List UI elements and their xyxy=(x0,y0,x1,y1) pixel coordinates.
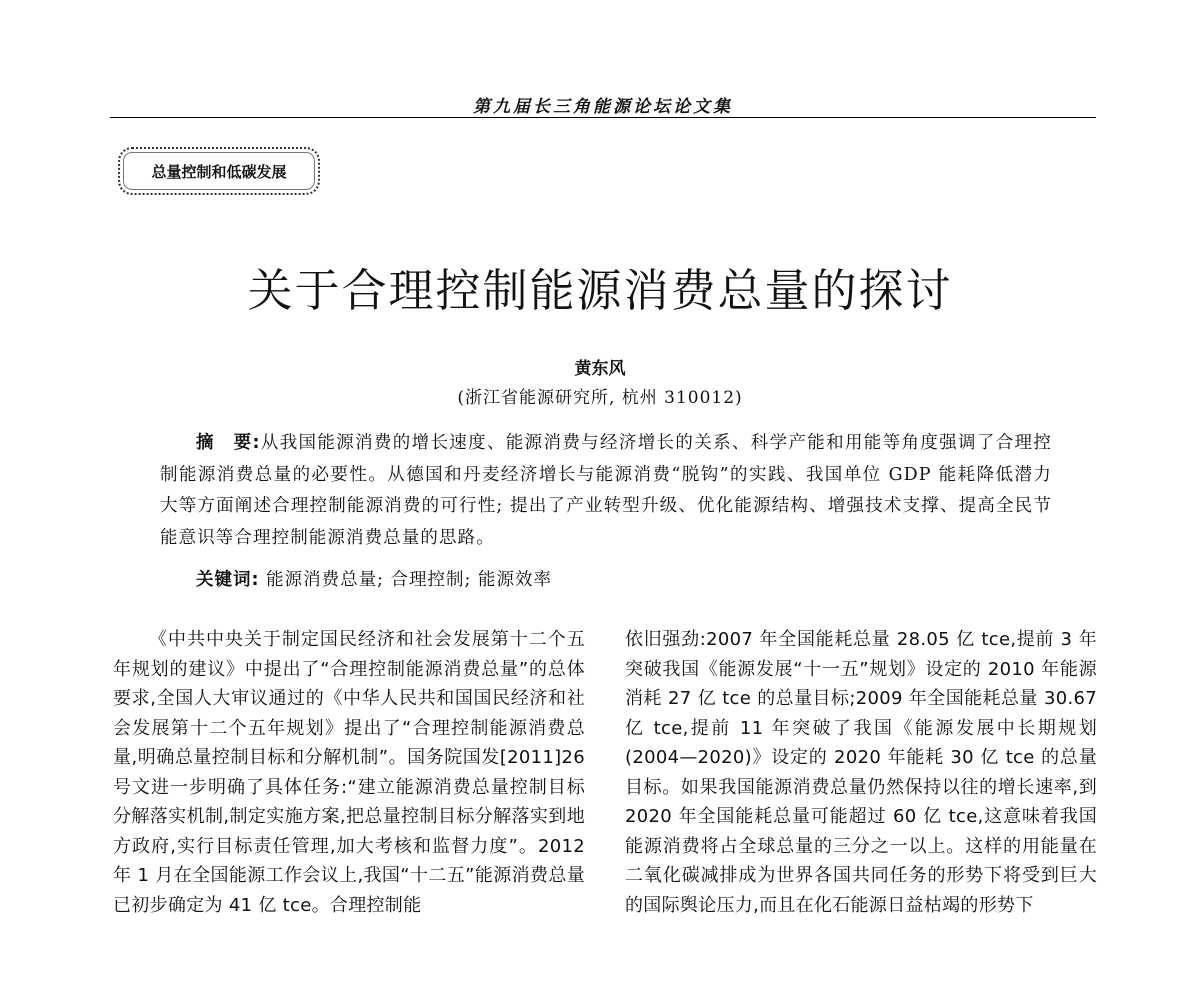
abstract xyxy=(160,428,1052,554)
abstract-text: 从我国能源消费的增长速度、能源消费与经济增长的关系、科学产能和用能等角度强调了合理控制能源消费总量的必要性。从德国和丹麦经济增长与能源消费“脱钩”的实践、我国单位 GDP 能耗降低潜力大等方面阐述合理控制能源消费的可行性; 提出了产业转型升级、优化能源结构、增强技术支撑、提高全民节能意识等合理控制能源消费总量的思路。 xyxy=(160,433,1052,548)
keywords xyxy=(196,566,552,591)
affiliation: (浙江省能源研究所, 杭州 310012) xyxy=(457,388,743,408)
keywords-label: 关键词: xyxy=(196,570,260,590)
keywords-text: 能源消费总量; 合理控制; 能源效率 xyxy=(266,570,552,590)
body-column-right: 依旧强劲:2007 年全国能耗总量 28.05 亿 tce,提前 3 年突破我国《能源发展“十一五”规划》设定的 2010 年能源消耗 27 亿 tce 的总量目标;2009 年全国能耗总量 30.67 亿 tce,提前 11 年突破了我国《能源发展中长期规划(2004—2020)》设定的 2020 年能耗 30 亿 tce 的总量目标。如果我国能源消费总量仍然保持以往的增长速率,到 2020 年全国能耗总量可能超过 60 亿 tce,这意味着我国能源消费将占全球总量的三分之一以上。这样的用能量在二氧化碳减排成为世界各国共同任务的形势下将受到巨大的国际舆论压力,而且在化石能源日益枯竭的形势下 xyxy=(625,629,1097,916)
body-column-left: 《中共中央关于制定国民经济和社会发展第十二个五年规划的建议》中提出了“合理控制能源消费总量”的总体要求,全国人大审议通过的《中华人民共和国国民经济和社会发展第十二个五年规划》提出了“合理控制能源消费总量,明确总量控制目标和分解机制”。国务院国发[2011]26 号文进一步明确了具体任务:“建立能源消费总量控制目标分解落实机制,制定实施方案,把总量控制目标分解落实到地方政府,实行目标责任管理,加大考核和监督力度”。2012 年 1 月在全国能源工作会议上,我国“十二五”能源消费总量已初步确定为 41 亿 tce。合理控制能 xyxy=(113,629,585,916)
abstract-label: 摘 要: xyxy=(196,433,261,453)
column-tag-label: 总量控制和低碳发展 xyxy=(151,162,287,181)
running-head: 第九届长三角能源论坛论文集 xyxy=(473,97,733,117)
header-rule xyxy=(110,117,1096,118)
author: 黄东风 xyxy=(574,359,626,379)
paper-title: 关于合理控制能源消费总量的探讨 xyxy=(247,264,953,318)
column-tag xyxy=(118,147,320,195)
abstract-indent xyxy=(160,433,196,453)
